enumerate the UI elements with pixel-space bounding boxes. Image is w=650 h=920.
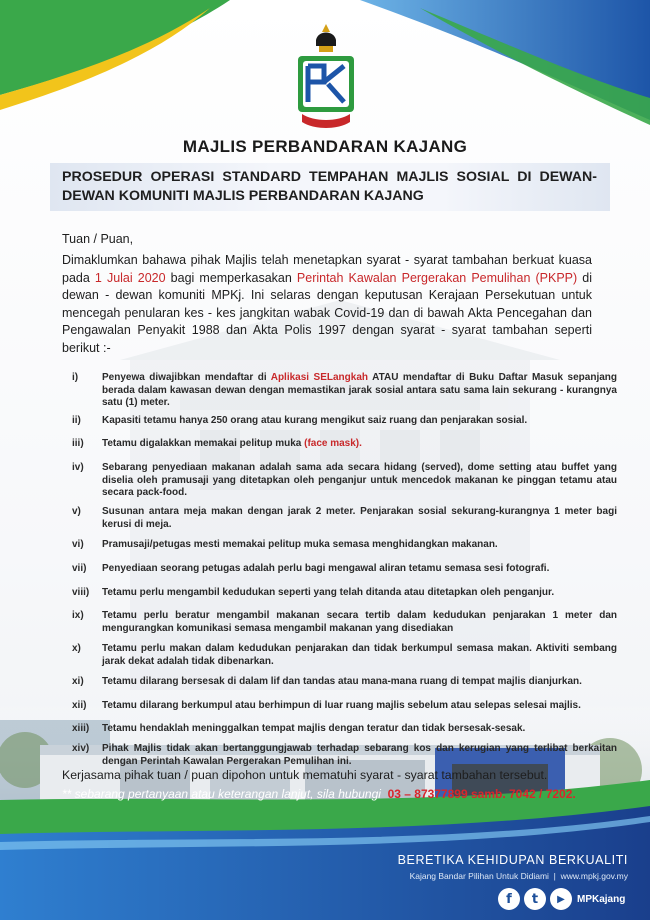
- item-text-part: ATAU mendaftar di Buku Daftar Masuk sepanjang berada dalam kawasan dewan dengan memastikan jarak sosial antara satu sama lain sekurang - kurangnya satu (1) meter.: [102, 372, 618, 409]
- item-number: vii): [72, 563, 87, 574]
- effective-date: 1 Julai 2020: [94, 270, 166, 285]
- condition-item: [72, 610, 617, 635]
- item-text: Susunan antara meja makan dengan jarak 2 meter. Penjarakan sosial sekurang-kurangnya 1 meter bagi kerusi di meja.: [102, 506, 617, 530]
- item-number: ix): [72, 610, 84, 621]
- intro-text: di dewan - dewan komuniti MPKj. Ini selaras dengan keputusan Kerajaan Persekutuan untuk mencegah penularan kes - kes jangkitan wabak Covid-19 dan di bawah Akta Pencegahan dan Pengawalan Penyakit 1988 dan Akta Polis 1997 dengan syarat - syarat tambahan seperti berikut :-: [62, 270, 592, 355]
- item-text: [102, 372, 617, 410]
- item-text: Kapasiti tetamu hanya 250 orang atau kurang mengikut saiz ruang dan penjarakan sosial.: [102, 415, 528, 426]
- footer-slogan: BERETIKA KEHIDUPAN BERKUALITI: [397, 853, 628, 867]
- condition-item: [72, 723, 617, 736]
- item-text: [102, 438, 617, 451]
- footer-tagline: Kajang Bandar Pilihan Untuk Didiami | www.mpkj.gov.my: [409, 871, 628, 881]
- item-number: xiv): [72, 743, 90, 754]
- item-number: iv): [72, 462, 84, 473]
- social-icons: [498, 888, 572, 910]
- item-number: ii): [72, 415, 81, 426]
- item-number: x): [72, 643, 81, 654]
- item-number: i): [72, 372, 79, 383]
- contact-phone: 03 – 87377899 samb. 7042 / 7202.: [387, 787, 576, 801]
- item-number: vi): [72, 539, 84, 550]
- condition-item: [72, 462, 617, 500]
- condition-item: [72, 506, 617, 531]
- item-number: xiii): [72, 723, 90, 734]
- condition-item: [72, 563, 617, 576]
- closing-statement: Kerjasama pihak tuan / puan dipohon untuk mematuhi syarat - syarat tambahan tersebut.: [62, 768, 548, 782]
- condition-item: [72, 676, 617, 689]
- item-number: xi): [72, 676, 84, 687]
- mpkj-crest-logo: [290, 22, 362, 132]
- condition-item: [72, 643, 617, 668]
- condition-item: [72, 372, 617, 410]
- item-number: v): [72, 506, 81, 517]
- condition-item: [72, 438, 617, 451]
- item-text: Tetamu perlu mengambil kedudukan seperti yang telah ditanda atau ditetapkan oleh penganjur.: [102, 587, 555, 598]
- item-text: Pramusaji/petugas mesti memakai pelitup muka semasa menghidangkan makanan.: [102, 539, 498, 550]
- contact-note: [62, 787, 622, 801]
- organization-name: MAJLIS PERBANDARAN KAJANG: [182, 137, 468, 156]
- footer-tagline-text: Kajang Bandar Pilihan Untuk Didiami: [409, 871, 549, 881]
- item-text: Tetamu perlu beratur mengambil makanan secara tertib dalam kedudukan penjarakan 1 meter dan mengurangkan komunikasi semasa mengambil makanan yang disediakan: [102, 610, 617, 634]
- item-text: Tetamu dilarang bersesak di dalam lif dan tandas atau mana-mana ruang di tempat majlis dianjurkan.: [102, 676, 582, 687]
- condition-item: [72, 415, 617, 428]
- item-number: viii): [72, 587, 90, 598]
- item-number: xii): [72, 700, 87, 711]
- twitter-icon[interactable]: t: [524, 888, 546, 910]
- intro-text: Dimaklumkan bahawa pihak Majlis telah menetapkan syarat - syarat tambahan berkuat kuasa pada: [62, 253, 592, 285]
- item-text-part: Penyewa diwajibkan mendaftar di: [102, 372, 271, 383]
- intro-paragraph: [62, 252, 592, 358]
- facebook-icon[interactable]: f: [498, 888, 520, 910]
- face-mask-highlight: (face mask).: [304, 438, 362, 449]
- salutation: Tuan / Puan,: [62, 232, 134, 246]
- contact-note-text: ** sebarang pertanyaan atau keterangan lanjut, sila hubungi: [62, 787, 381, 801]
- condition-item: [72, 539, 617, 552]
- item-text: Tetamu hendaklah meninggalkan tempat majlis dengan teratur dan tidak bersesak-sesak.: [102, 723, 526, 734]
- document-title: PROSEDUR OPERASI STANDARD TEMPAHAN MAJLIS SOSIAL DI DEWAN-DEWAN KOMUNITI MAJLIS PERBANDARAN KAJANG: [62, 169, 597, 204]
- youtube-icon[interactable]: ▶: [550, 888, 572, 910]
- item-text: Tetamu perlu makan dalam kedudukan penjarakan dan tidak berkumpul semasa makan. Aktiviti sembang jarak dekat adalah tidak dibenarkan.: [102, 643, 617, 667]
- condition-item: [72, 743, 617, 768]
- pkpp-order: Perintah Kawalan Pergerakan Pemulihan (PKPP): [296, 270, 578, 285]
- item-text-part: Tetamu digalakkan memakai pelitup muka: [102, 438, 305, 449]
- condition-item: [72, 700, 617, 713]
- intro-text: bagi memperkasakan: [165, 270, 297, 285]
- item-text: Tetamu dilarang berkumpul atau berhimpun di luar ruang majlis sebelum atau selepas selesai majlis.: [102, 700, 581, 711]
- condition-item: [72, 587, 617, 600]
- item-number: iii): [72, 438, 84, 449]
- footer-website[interactable]: www.mpkj.gov.my: [560, 871, 628, 881]
- item-text: Pihak Majlis tidak akan bertanggungjawab terhadap sebarang kos dan kerugian yang terlibat berkaitan dengan Perintah Kawalan Pergerakan Pemulihan ini.: [102, 743, 617, 767]
- item-text: Penyediaan seorang petugas adalah perlu bagi mengawal aliran tetamu semasa sesi fotografi.: [102, 563, 550, 574]
- top-left-green-swoosh: [0, 0, 230, 95]
- item-text: Sebarang penyediaan makanan adalah sama ada secara hidang (served), dome setting atau buffet yang diselia oleh pramusaji yang ditetapkan oleh penganjur untuk mencedok makanan ke pinggan tetamu atau secara pack-food.: [102, 462, 617, 499]
- social-handle[interactable]: MPKajang: [577, 894, 626, 905]
- selangkah-app: Aplikasi SELangkah: [270, 372, 369, 383]
